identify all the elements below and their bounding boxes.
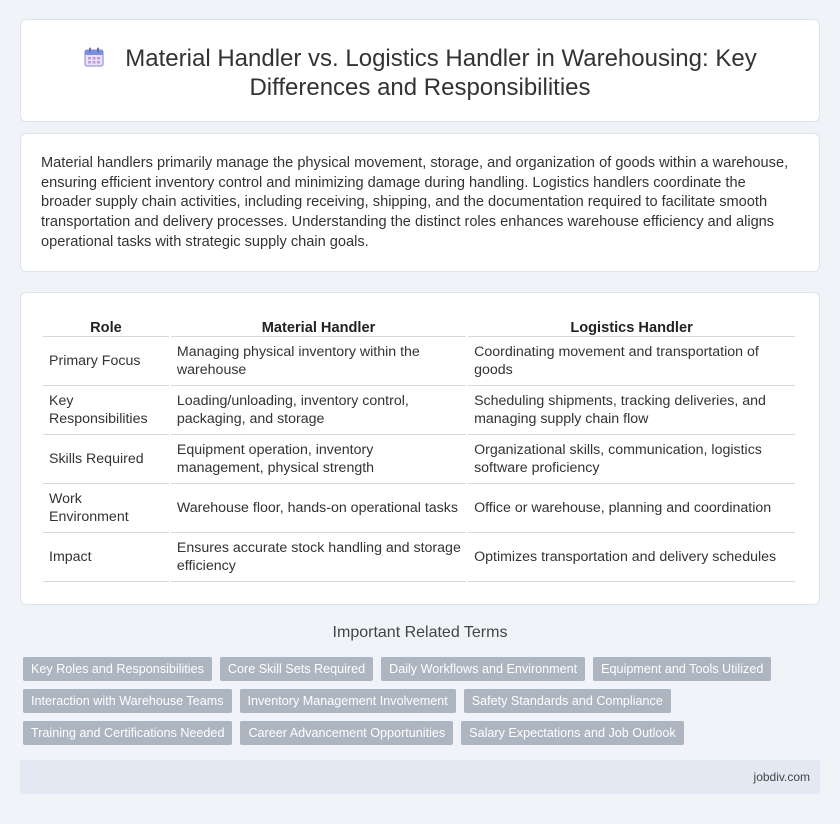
- logistics-cell: Coordinating movement and transportation of goods: [468, 337, 795, 386]
- row-label: Work Environment: [43, 484, 169, 533]
- logistics-cell: Scheduling shipments, tracking deliveries, and managing supply chain flow: [468, 386, 795, 435]
- table-row: [43, 337, 795, 386]
- intro-text: Material handlers primarily manage the physical movement, storage, and organization of goods within a warehouse, ensuring efficient inventory control and minimizing damage during handling. Logistics handlers coordinate the broader supply chain activities, including receiving, shipping, and the documentation required to facilitate smooth transportation and delivery processes. Understanding the distinct roles enhances warehouse efficiency and aligns operational tasks with strategic supply chain goals.: [41, 155, 789, 250]
- material-cell: Managing physical inventory within the warehouse: [171, 337, 466, 386]
- page-title-block: [21, 44, 819, 102]
- tag-core-skills[interactable]: Core Skill Sets Required: [220, 657, 373, 681]
- material-cell: Equipment operation, inventory management, physical strength: [171, 435, 466, 484]
- header-role: Role: [43, 315, 169, 337]
- table-row: [43, 533, 795, 582]
- logistics-cell: Office or warehouse, planning and coordination: [468, 484, 795, 533]
- tag-training-certifications[interactable]: Training and Certifications Needed: [23, 721, 232, 745]
- table-header-row: [43, 315, 795, 337]
- tag-career-advancement[interactable]: Career Advancement Opportunities: [240, 721, 453, 745]
- tag-daily-workflows[interactable]: Daily Workflows and Environment: [381, 657, 585, 681]
- row-label: Skills Required: [43, 435, 169, 484]
- calendar-icon: [83, 46, 105, 68]
- footer-site-link[interactable]: jobdiv.com: [753, 770, 810, 784]
- related-terms-title: Important Related Terms: [332, 624, 508, 641]
- tag-safety-standards[interactable]: Safety Standards and Compliance: [464, 689, 671, 713]
- tag-key-roles[interactable]: Key Roles and Responsibilities: [23, 657, 212, 681]
- table-row: [43, 435, 795, 484]
- material-cell: Ensures accurate stock handling and storage efficiency: [171, 533, 466, 582]
- tag-inventory-management[interactable]: Inventory Management Involvement: [240, 689, 456, 713]
- page-title: Material Handler vs. Logistics Handler in Warehousing: Key Differences and Responsibilities: [125, 45, 757, 101]
- tag-row: [23, 657, 823, 681]
- tag-salary-outlook[interactable]: Salary Expectations and Job Outlook: [461, 721, 684, 745]
- logistics-cell: Organizational skills, communication, logistics software proficiency: [468, 435, 795, 484]
- comparison-table: [41, 315, 797, 582]
- row-label: Key Responsibilities: [43, 386, 169, 435]
- material-cell: Loading/unloading, inventory control, packaging, and storage: [171, 386, 466, 435]
- related-terms-tags: [23, 657, 823, 753]
- footer: [20, 760, 820, 794]
- comparison-card: [20, 292, 820, 605]
- tag-row: [23, 721, 823, 745]
- tag-row: [23, 689, 823, 713]
- row-label: Primary Focus: [43, 337, 169, 386]
- tag-equipment-tools[interactable]: Equipment and Tools Utilized: [593, 657, 771, 681]
- row-label: Impact: [43, 533, 169, 582]
- table-row: [43, 484, 795, 533]
- header-logistics-handler: Logistics Handler: [468, 315, 795, 337]
- logistics-cell: Optimizes transportation and delivery schedules: [468, 533, 795, 582]
- header-material-handler: Material Handler: [171, 315, 466, 337]
- tag-warehouse-teams[interactable]: Interaction with Warehouse Teams: [23, 689, 232, 713]
- material-cell: Warehouse floor, hands-on operational tasks: [171, 484, 466, 533]
- header-card: [20, 19, 820, 122]
- intro-card: [20, 133, 820, 272]
- table-row: [43, 386, 795, 435]
